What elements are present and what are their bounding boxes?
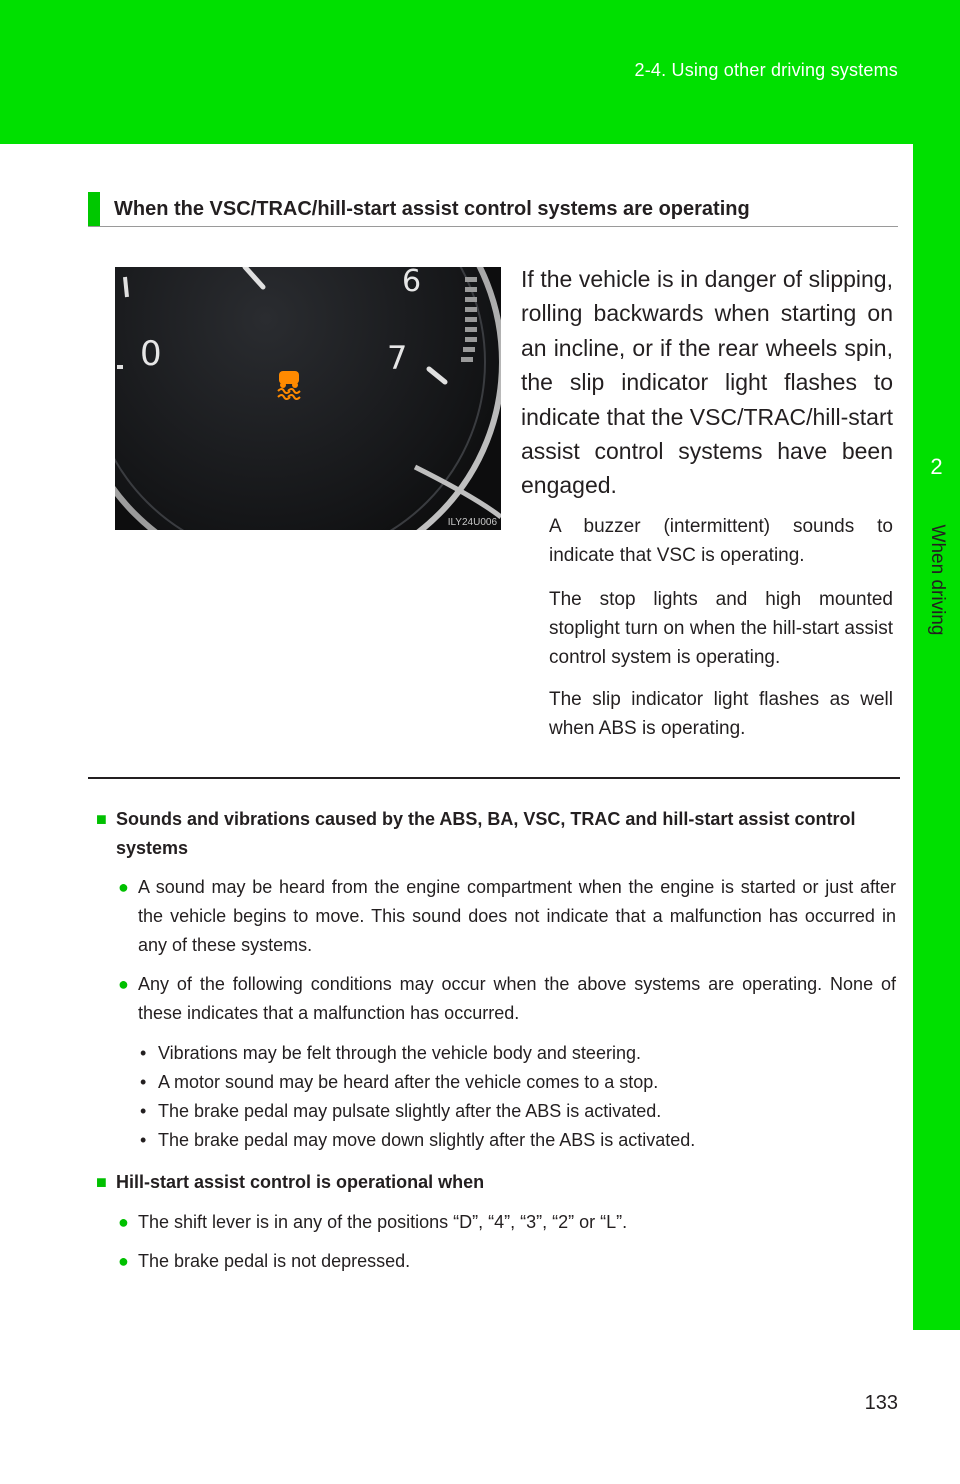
small-bullet-icon: •: [140, 1072, 147, 1092]
sub-bullet-vibrations: • Vibrations may be felt through the vehicle body and steering.: [140, 1039, 898, 1068]
note-abs: The slip indicator light flashes as well when ABS is operating.: [549, 689, 893, 739]
round-bullet-icon: ●: [118, 1212, 129, 1232]
bullet-engine-sound: ● A sound may be heard from the engine compartment when the engine is started or just after the vehicle begins to move. This sound does not indicate that a malfunction has occurred in any of these systems.: [118, 873, 896, 960]
square-bullet-icon: ■: [96, 1172, 107, 1192]
small-bullet-icon: •: [140, 1130, 147, 1150]
sub-bullet-move-down: • The brake pedal may move down slightly after the ABS is activated.: [140, 1126, 898, 1155]
figure-code: ILY24U006: [447, 517, 497, 528]
gauge-number-6: 6: [402, 267, 422, 299]
instrument-cluster-figure: [115, 267, 501, 530]
sub-bullet-motor-sound: • A motor sound may be heard after the vehicle comes to a stop.: [140, 1068, 898, 1097]
gauge-number-7: 7: [387, 339, 408, 377]
bullet-shift-lever: ● The shift lever is in any of the positions “D”, “4”, “3”, “2” or “L”.: [118, 1208, 896, 1237]
section-heading: [88, 192, 898, 227]
bullet-conditions: ● Any of the following conditions may occur when the above systems are operating. None of these indicates that a malfunction has occurred.: [118, 970, 896, 1028]
lead-paragraph: If the vehicle is in danger of slipping, rolling backwards when starting on an incline, or if the rear wheels spin, the slip indicator light flashes to indicate that the VSC/TRAC/hill-start assist control systems have been engaged.: [521, 266, 893, 499]
heading-marker: [88, 192, 100, 226]
chapter-label: When driving: [927, 524, 948, 636]
sub-heading-hill-start: ■ Hill-start assist control is operational when: [96, 1168, 916, 1197]
chapter-tab: [913, 144, 960, 1330]
round-bullet-icon: ●: [118, 877, 129, 897]
sub-heading-sounds: ■ Sounds and vibrations caused by the ABS, BA, VSC, TRAC and hill-start assist control systems: [96, 805, 916, 863]
sub-bullet-pulsate: • The brake pedal may pulsate slightly after the ABS is activated.: [140, 1097, 898, 1126]
round-bullet-icon: ●: [118, 1251, 129, 1271]
gauge-number-0: 0: [140, 334, 162, 374]
round-bullet-icon: ●: [118, 974, 129, 994]
section-divider: [88, 777, 900, 779]
square-bullet-icon: ■: [96, 809, 107, 829]
section-heading-text: When the VSC/TRAC/hill-start assist control systems are operating: [114, 197, 750, 220]
small-bullet-icon: •: [140, 1043, 147, 1063]
gauge-illustration: [115, 267, 501, 530]
chapter-number: 2: [930, 454, 943, 479]
section-breadcrumb: 2-4. Using other driving systems: [634, 60, 898, 80]
note-buzzer: A buzzer (intermittent) sounds to indicate that VSC is operating.: [549, 516, 893, 566]
note-stop-lights: The stop lights and high mounted stoplight turn on when the hill-start assist control system is operating.: [549, 589, 893, 668]
gauge-dial: [115, 267, 501, 530]
header-band: [0, 0, 960, 144]
bullet-brake-pedal: ● The brake pedal is not depressed.: [118, 1247, 896, 1276]
page-number: 133: [864, 1392, 898, 1414]
small-bullet-icon: •: [140, 1101, 147, 1121]
